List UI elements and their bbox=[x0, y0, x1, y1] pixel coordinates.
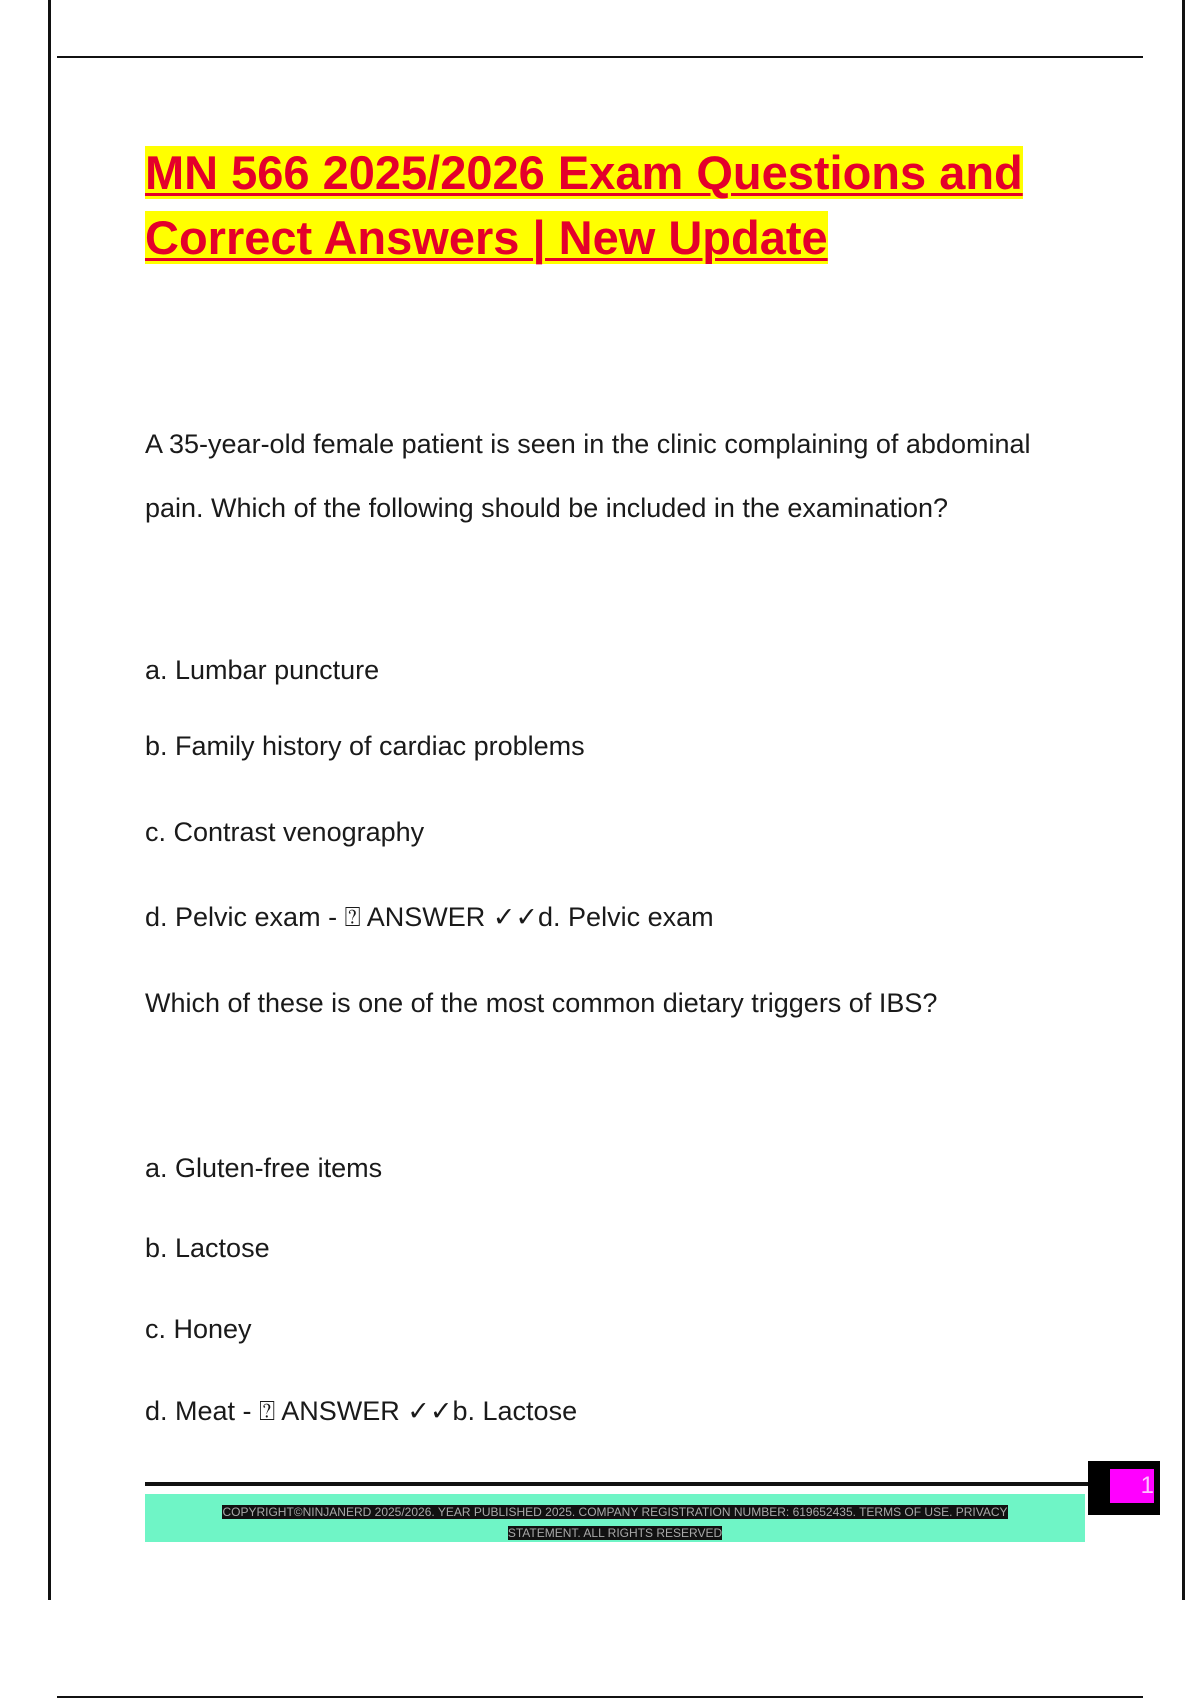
page-left-border bbox=[48, 0, 51, 1600]
question-1-option-a: a. Lumbar puncture bbox=[145, 655, 380, 685]
header-rule bbox=[57, 56, 1143, 58]
document-title bbox=[145, 140, 1105, 270]
question-2-answer: d. Meat - ⍰ ANSWER ✓✓b. Lactose bbox=[145, 1396, 578, 1426]
page-number: 1 bbox=[1110, 1469, 1154, 1503]
copyright-line-1: COPYRIGHT©NINJANERD 2025/2026. YEAR PUBLISHED 2025. COMPANY REGISTRATION NUMBER: 619652435. TERMS OF USE. PRIVACY bbox=[222, 1505, 1008, 1519]
question-1-option-b: b. Family history of cardiac problems bbox=[145, 731, 585, 761]
copyright-notice bbox=[172, 1502, 1058, 1544]
question-2-prompt: Which of these is one of the most common dietary triggers of IBS? bbox=[145, 988, 938, 1018]
question-2-option-a: a. Gluten-free items bbox=[145, 1153, 383, 1183]
footer-rule bbox=[145, 1482, 1090, 1486]
title-line-2: Correct Answers | New Update bbox=[145, 211, 828, 264]
page-right-border bbox=[1182, 0, 1185, 1600]
title-line-1: MN 566 2025/2026 Exam Questions and bbox=[145, 146, 1023, 199]
next-page-rule bbox=[57, 1696, 1143, 1698]
question-1-option-c: c. Contrast venography bbox=[145, 817, 425, 847]
question-2-option-c: c. Honey bbox=[145, 1314, 252, 1344]
question-1-prompt: A 35-year-old female patient is seen in the clinic complaining of abdominal pain. Which of the following should be included in the examination? bbox=[145, 429, 1031, 523]
page-number-badge bbox=[1088, 1461, 1160, 1515]
question-2-option-b: b. Lactose bbox=[145, 1233, 270, 1263]
copyright-line-2: STATEMENT. ALL RIGHTS RESERVED bbox=[507, 1526, 723, 1540]
question-1-answer: d. Pelvic exam - ⍰ ANSWER ✓✓d. Pelvic exam bbox=[145, 902, 714, 932]
